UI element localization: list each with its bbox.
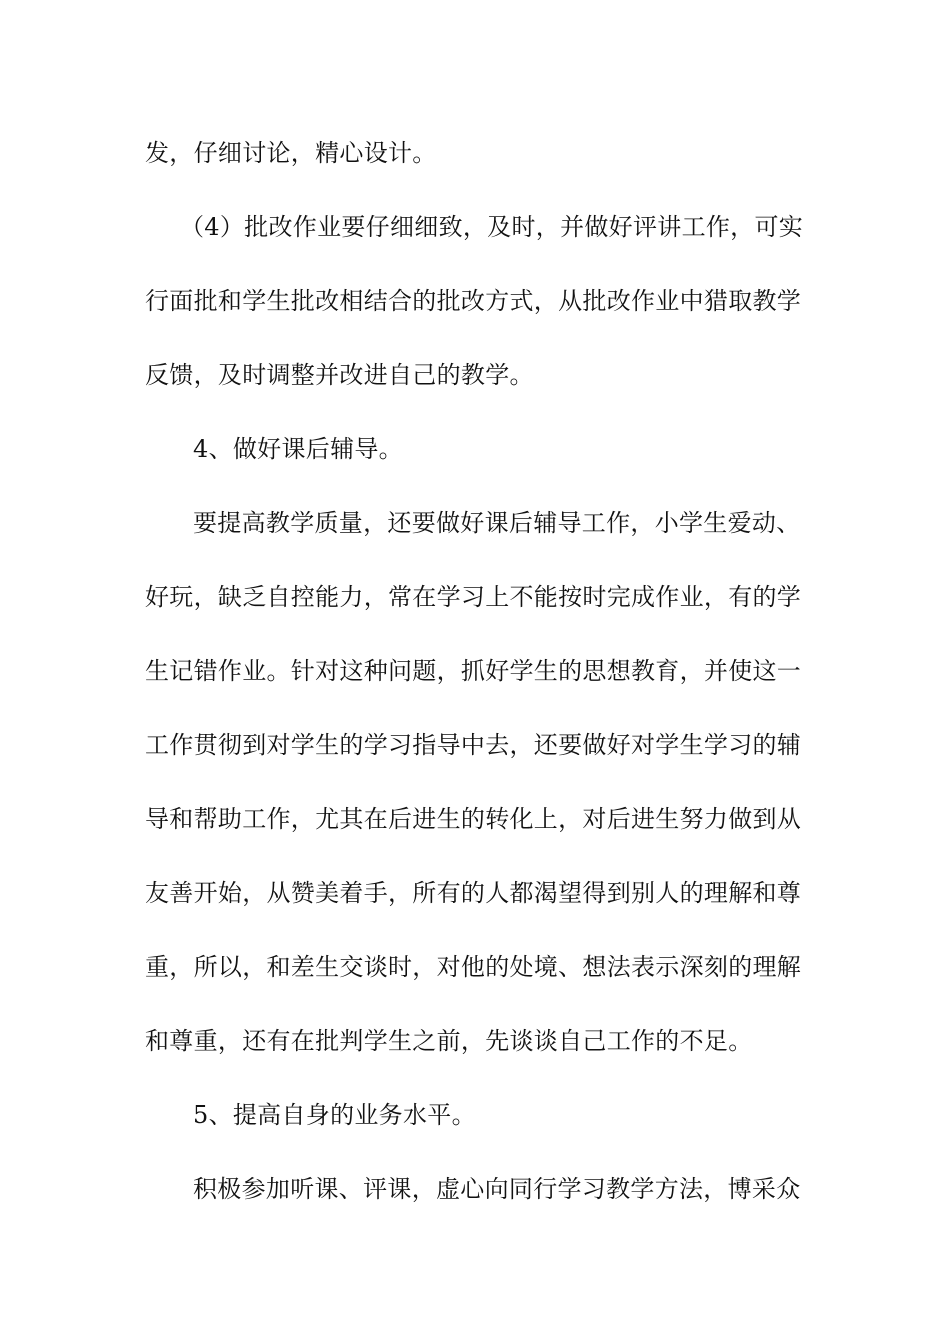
text-line: 和尊重，还有在批判学生之前，先谈谈自己工作的不足。 xyxy=(145,1027,753,1055)
text-line: 导和帮助工作，尤其在后进生的转化上，对后进生努力做到从 xyxy=(145,805,802,833)
paragraph-start: 积极参加听课、评课，虚心向同行学习教学方法，博采众 xyxy=(193,1175,801,1203)
text-line: 行面批和学生批改相结合的批改方式，从批改作业中猎取教学 xyxy=(145,287,802,315)
text-line: 生记错作业。针对这种问题，抓好学生的思想教育，并使这一 xyxy=(145,657,802,685)
section-heading-5: 5、提高自身的业务水平。 xyxy=(193,1101,476,1129)
item-4-line: （4）批改作业要仔细细致，及时，并做好评讲工作，可实 xyxy=(180,213,804,241)
text-line: 友善开始，从赞美着手，所有的人都渴望得到别人的理解和尊 xyxy=(145,879,802,907)
text-line: 好玩，缺乏自控能力，常在学习上不能按时完成作业，有的学 xyxy=(145,583,802,611)
text-line: 发，仔细讨论，精心设计。 xyxy=(145,139,437,167)
text-line: 工作贯彻到对学生的学习指导中去，还要做好对学生学习的辅 xyxy=(145,731,802,759)
paragraph-start: 要提高教学质量，还要做好课后辅导工作，小学生爱动、 xyxy=(193,509,801,537)
text-line: 反馈，及时调整并改进自己的教学。 xyxy=(145,361,534,389)
section-heading-4: 4、做好课后辅导。 xyxy=(193,435,403,463)
text-line: 重，所以，和差生交谈时，对他的处境、想法表示深刻的理解 xyxy=(145,953,802,981)
